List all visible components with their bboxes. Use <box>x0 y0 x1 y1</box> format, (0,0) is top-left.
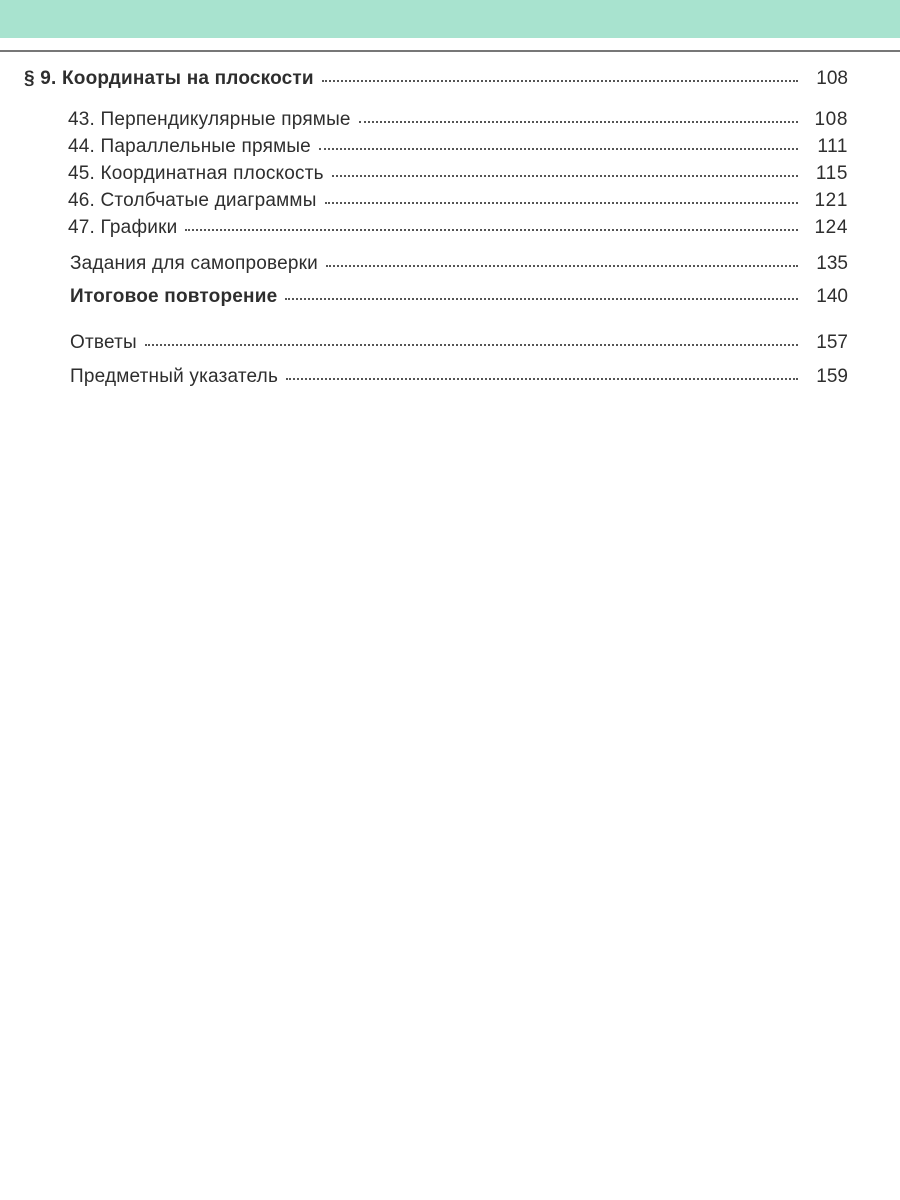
toc-page-number: 108 <box>814 109 848 130</box>
toc-leader-dots <box>325 202 798 204</box>
toc-leader-dots <box>185 229 798 231</box>
header-rule <box>0 50 900 52</box>
toc-page-number: 135 <box>816 253 848 274</box>
toc-section-9[interactable] <box>24 68 848 90</box>
toc-page-number: 124 <box>814 217 848 238</box>
toc-item-43[interactable] <box>68 109 848 131</box>
toc-label: 47. Графики <box>68 217 178 238</box>
toc-item-47[interactable] <box>68 217 848 239</box>
toc-page-number: 157 <box>816 332 848 353</box>
toc-page-number: 159 <box>816 366 848 387</box>
toc-label: 45. Координатная плоскость <box>68 163 324 184</box>
toc-label: § 9. Координаты на плоскости <box>24 68 314 89</box>
toc-label: 43. Перпендикулярные прямые <box>68 109 351 130</box>
toc-label: 46. Столбчатые диаграммы <box>68 190 317 211</box>
toc-subject-index[interactable] <box>70 366 848 388</box>
toc-final-review[interactable] <box>70 286 848 308</box>
toc-page-number: 111 <box>817 136 848 157</box>
toc-leader-dots <box>326 265 798 267</box>
toc-leader-dots <box>286 378 798 380</box>
toc-leader-dots <box>285 298 798 300</box>
toc-item-44[interactable] <box>68 136 848 158</box>
toc-label: 44. Параллельные прямые <box>68 136 311 157</box>
toc-leader-dots <box>359 121 798 123</box>
toc-page-number: 121 <box>814 190 848 211</box>
toc-label: Итоговое повторение <box>70 286 278 307</box>
toc-leader-dots <box>319 148 798 150</box>
toc-leader-dots <box>145 344 798 346</box>
toc-page-number: 108 <box>816 68 848 89</box>
toc-leader-dots <box>322 80 798 82</box>
toc-item-46[interactable] <box>68 190 848 212</box>
toc-page-number: 140 <box>816 286 848 307</box>
toc-answers[interactable] <box>70 332 848 354</box>
header-color-band <box>0 0 900 38</box>
toc-page-number: 115 <box>815 163 848 184</box>
toc-self-check[interactable] <box>70 253 848 275</box>
toc-label: Предметный указатель <box>70 366 279 387</box>
toc-label: Задания для самопроверки <box>70 253 318 274</box>
toc-leader-dots <box>332 175 798 177</box>
toc-label: Ответы <box>70 332 137 353</box>
toc-item-45[interactable] <box>68 163 848 185</box>
